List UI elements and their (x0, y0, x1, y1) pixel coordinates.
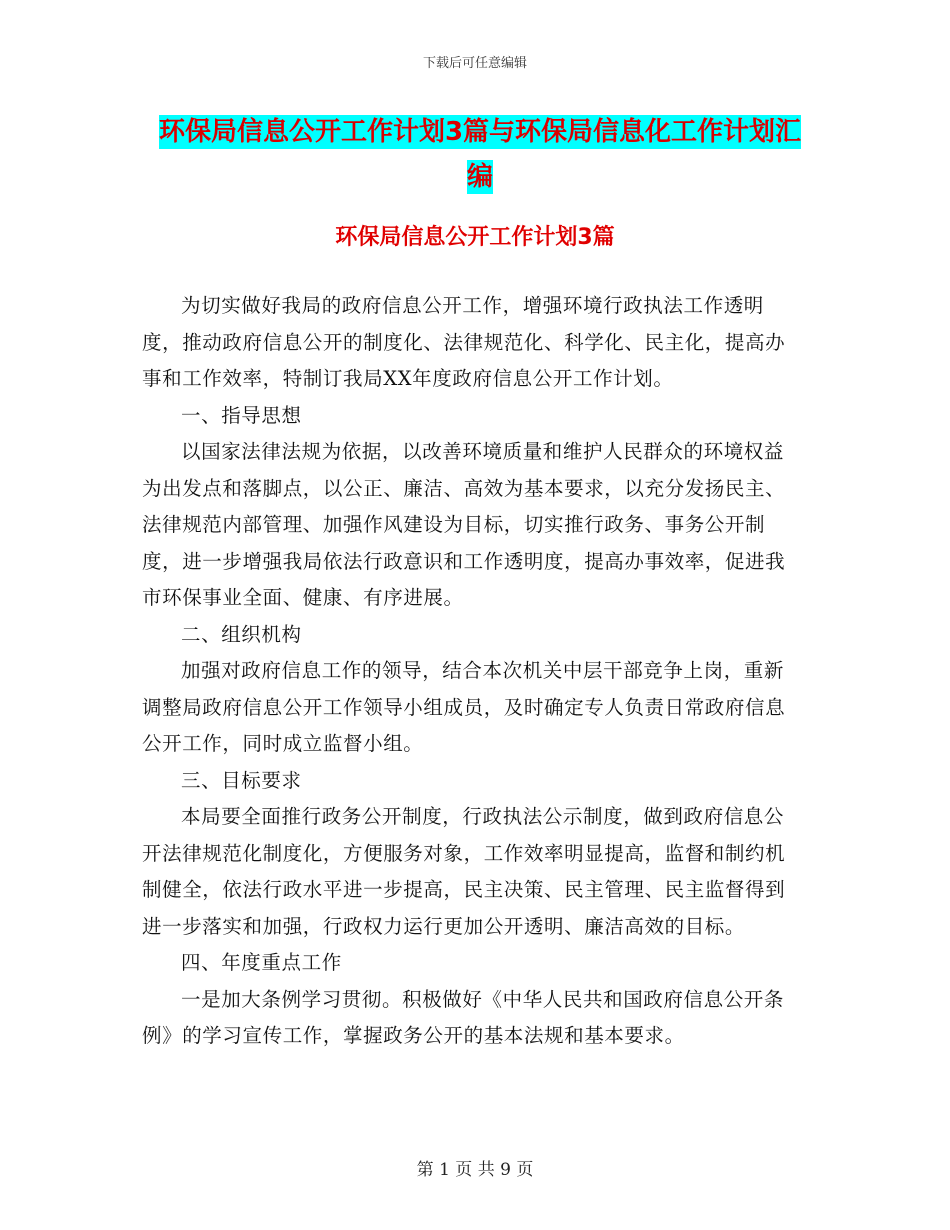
paragraph-organization: 加强对政府信息工作的领导，结合本次机关中层干部竞争上岗，重新调整局政府信息公开工作领导小组成员，及时确定专人负责日常政府信息公开工作，同时成立监督小组。 (142, 659, 786, 755)
heading-goals: 三、目标要求 (181, 768, 302, 792)
heading-organization: 二、组织机构 (181, 622, 302, 646)
document-title-text: 环保局信息公开工作计划3篇与环保局信息化工作计划汇编 (158, 117, 802, 192)
header-note: 下载后可任意编辑 (422, 56, 527, 71)
paragraph-intro: 为切实做好我局的政府信息公开工作，增强环境行政执法工作透明度，推动政府信息公开的制度化、法律规范化、科学化、民主化，提高办事和工作效率，特制订我局XX年度政府信息公开工作计划。 (142, 294, 786, 390)
paragraph-key-work: 一是加大条例学习贯彻。积极做好《中华人民共和国政府信息公开条例》的学习宣传工作，掌握政务公开的基本法规和基本要求。 (142, 987, 785, 1047)
paragraph-guiding-ideology: 以国家法律法规为依据，以改善环境质量和维护人民群众的环境权益为出发点和落脚点，以公正、廉洁、高效为基本要求，以充分发扬民主、法律规范内部管理、加强作风建设为目标，切实推行政务、事务公开制度，进一步增强我局依法行政意识和工作透明度，提高办事效率，促进我市环保事业全面、健康、有序进展。 (142, 440, 786, 609)
section-title: 环保局信息公开工作计划3篇 (335, 225, 615, 250)
heading-guiding-ideology: 一、指导思想 (181, 403, 302, 427)
document-title (150, 110, 810, 200)
page-number-footer: 第 1 页 共 9 页 (416, 1160, 534, 1180)
document-body (142, 288, 802, 1055)
heading-key-work: 四、年度重点工作 (181, 951, 342, 974)
paragraph-goals: 本局要全面推行政务公开制度，行政执法公示制度，做到政府信息公开法律规范化制度化，方便服务对象，工作效率明显提高，监督和制约机制健全，依法行政水平进一步提高，民主决策、民主管理、民主监督得到进一步落实和加强，行政权力运行更加公开透明、廉洁高效的目标。 (142, 805, 786, 938)
